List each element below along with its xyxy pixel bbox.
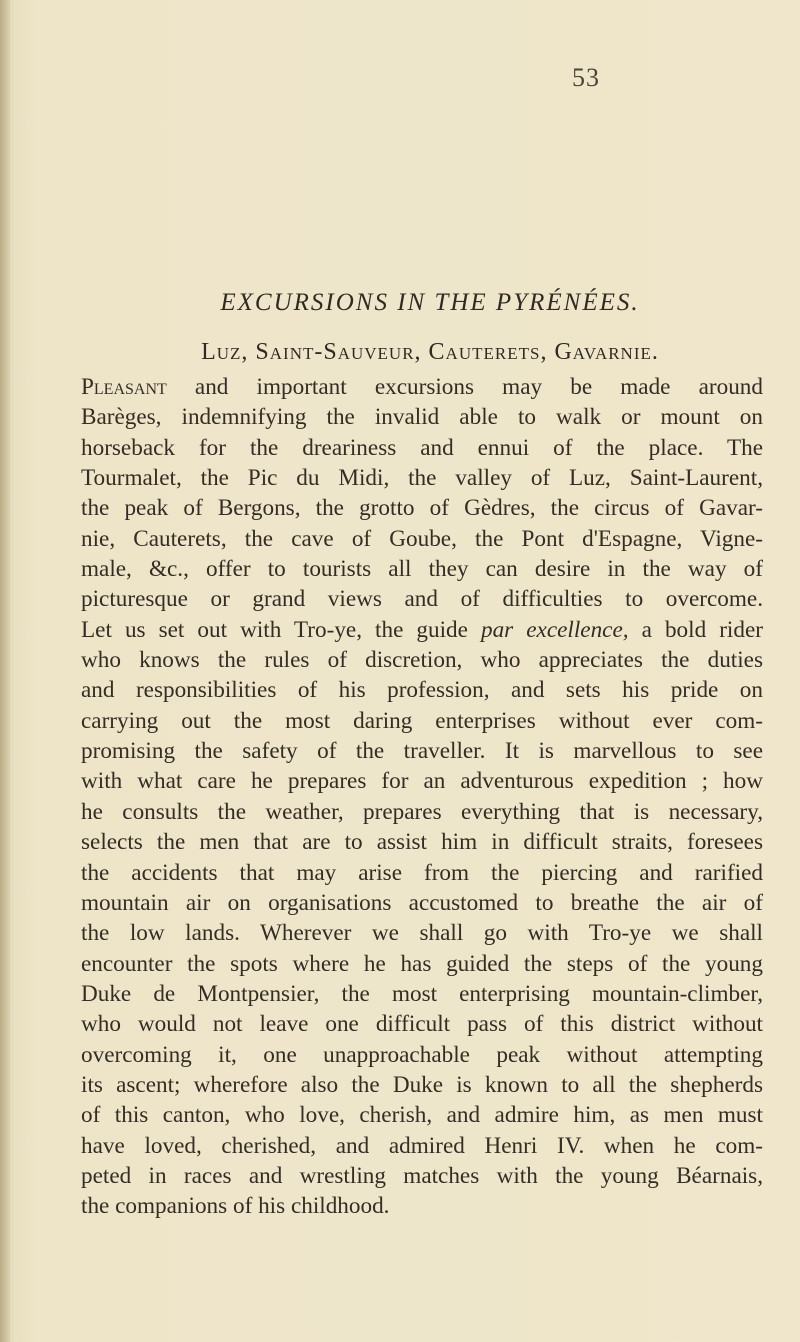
text-line: he consults the weather, prepares everything that is necessary, <box>81 798 763 825</box>
text-line: who would not leave one difficult pass of this district without <box>81 1011 763 1038</box>
text-line: and responsibilities of his profession, and sets his pride on <box>81 677 763 704</box>
text-line: Duke de Montpensier, the most enterprising mountain-climber, <box>81 980 763 1007</box>
chapter-subtitle: Luz, Saint-Sauveur, Cauterets, Gavarnie. <box>201 339 659 365</box>
text-line: Barèges, indemnifying the invalid able to walk or mount on <box>81 404 763 431</box>
text-line: of this canton, who love, cherish, and admire him, as men must <box>81 1102 763 1129</box>
text-line: have loved, cherished, and admired Henri IV. when he com- <box>81 1132 763 1159</box>
text-line: Let us set out with Tro-ye, the guide par excellence, a bold rider <box>81 616 763 643</box>
text-line: horseback for the dreariness and ennui of the place. The <box>81 434 763 461</box>
text-line: overcoming it, one unapproachable peak without attempting <box>81 1041 763 1068</box>
text-line: the peak of Bergons, the grotto of Gèdres, the circus of Gavar- <box>81 495 763 522</box>
text-line: the accidents that may arise from the piercing and rarified <box>81 859 763 886</box>
chapter-title: EXCURSIONS IN THE PYRÉNÉES. <box>220 289 640 316</box>
text-line: picturesque or grand views and of difficulties to overcome. <box>81 586 763 613</box>
text-line: its ascent; wherefore also the Duke is known to all the shepherds <box>81 1071 763 1098</box>
text-line: male, &c., offer to tourists all they can desire in the way of <box>81 556 763 583</box>
text-line: promising the safety of the traveller. It is marvellous to see <box>81 738 763 765</box>
text-line: selects the men that are to assist him in difficult straits, foresees <box>81 829 763 856</box>
italic-phrase: par excellence, <box>480 616 629 643</box>
text-line: the low lands. Wherever we shall go with Tro-ye we shall <box>81 920 763 947</box>
page-binding-edge <box>0 0 10 1342</box>
page-number: 53 <box>572 63 600 92</box>
text-line: with what care he prepares for an adventurous expedition ; how <box>81 768 763 795</box>
text-line: peted in races and wrestling matches with the young Béarnais, <box>81 1162 763 1189</box>
lead-word: Pleasant <box>81 374 167 400</box>
text-line: encounter the spots where he has guided the steps of the young <box>81 950 763 977</box>
body-text <box>81 372 763 1222</box>
text-line: Pleasant and important excursions may be made around <box>81 374 763 400</box>
text-line: Tourmalet, the Pic du Midi, the valley of Luz, Saint-Laurent, <box>81 465 763 492</box>
text-line: the companions of his childhood. <box>81 1193 390 1220</box>
text-line: who knows the rules of discretion, who appreciates the duties <box>81 647 763 674</box>
text-line: mountain air on organisations accustomed to breathe the air of <box>81 889 763 916</box>
text-line: nie, Cauterets, the cave of Goube, the Pont d'Espagne, Vigne- <box>81 525 763 552</box>
text-line: carrying out the most daring enterprises without ever com- <box>81 707 763 734</box>
